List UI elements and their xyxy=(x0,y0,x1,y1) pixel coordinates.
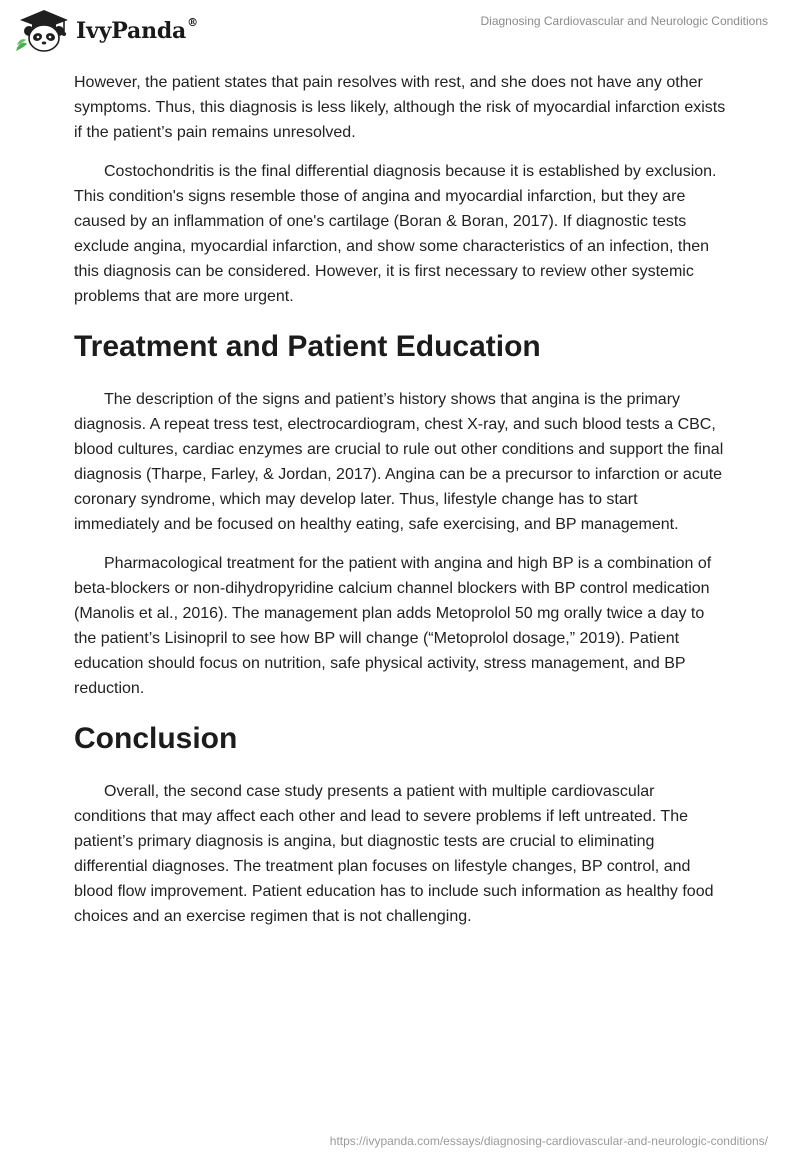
page-header xyxy=(0,0,800,60)
source-url[interactable]: https://ivypanda.com/essays/diagnosing-cardiovascular-and-neurologic-conditions/ xyxy=(329,1134,768,1148)
paragraph: Costochondritis is the final differential diagnosis because it is established by exclusion. This condition's signs resemble those of angina and myocardial infarction, but they are caused by an inflammation of one's cartilage (Boran & Boran, 2017). If diagnostic tests exclude angina, myocardial infarction, and show some characteristics of an infection, then this diagnosis can be considered. However, it is first necessary to review other systemic problems that are more urgent. xyxy=(74,163,717,305)
essay-content xyxy=(74,70,726,943)
panda-graduate-icon xyxy=(14,7,70,53)
paragraph: Overall, the second case study presents a patient with multiple cardiovascular conditions that may affect each other and lead to severe problems if left untreated. The patient’s primary diagnosis is angina, but diagnostic tests are crucial to eliminating differential diagnoses. The treatment plan focuses on lifestyle changes, BP control, and blood flow improvement. Patient education has to include such information as healthy food choices and an exercise regimen that is not challenging. xyxy=(74,783,714,925)
section-heading-treatment: Treatment and Patient Education xyxy=(74,330,541,363)
logo[interactable] xyxy=(14,7,198,53)
paragraph: Pharmacological treatment for the patient with angina and high BP is a combination of beta-blockers or non-dihydropyridine calcium channel blockers with BP control medication (Manolis et al., 2016). The management plan adds Metoprolol 50 mg orally twice a day to the patient’s Lisinopril to see how BP will change (“Metoprolol dosage,” 2019). Patient education should focus on nutrition, safe physical activity, stress management, and BP reduction. xyxy=(74,555,712,697)
section-heading-conclusion: Conclusion xyxy=(74,722,238,755)
paragraph: The description of the signs and patient’s history shows that angina is the primary diagnosis. A repeat tress test, electrocardiogram, chest X-ray, and such blood tests a CBC, blood cultures, cardiac enzymes are crucial to rule out other conditions and support the final diagnosis (Tharpe, Farley, & Jordan, 2017). Angina can be a precursor to infarction or acute coronary syndrome, which may develop later. Thus, lifestyle change has to start immediately and be focused on healthy eating, safe exercising, and BP management. xyxy=(74,391,724,533)
paragraph: However, the patient states that pain resolves with rest, and she does not have any other symptoms. Thus, this diagnosis is less likely, although the risk of myocardial infarction exists if the patient’s pain remains unresolved. xyxy=(74,74,726,141)
document-title: Diagnosing Cardiovascular and Neurologic Conditions xyxy=(480,14,768,28)
brand-name: IvyPanda® xyxy=(76,15,198,44)
